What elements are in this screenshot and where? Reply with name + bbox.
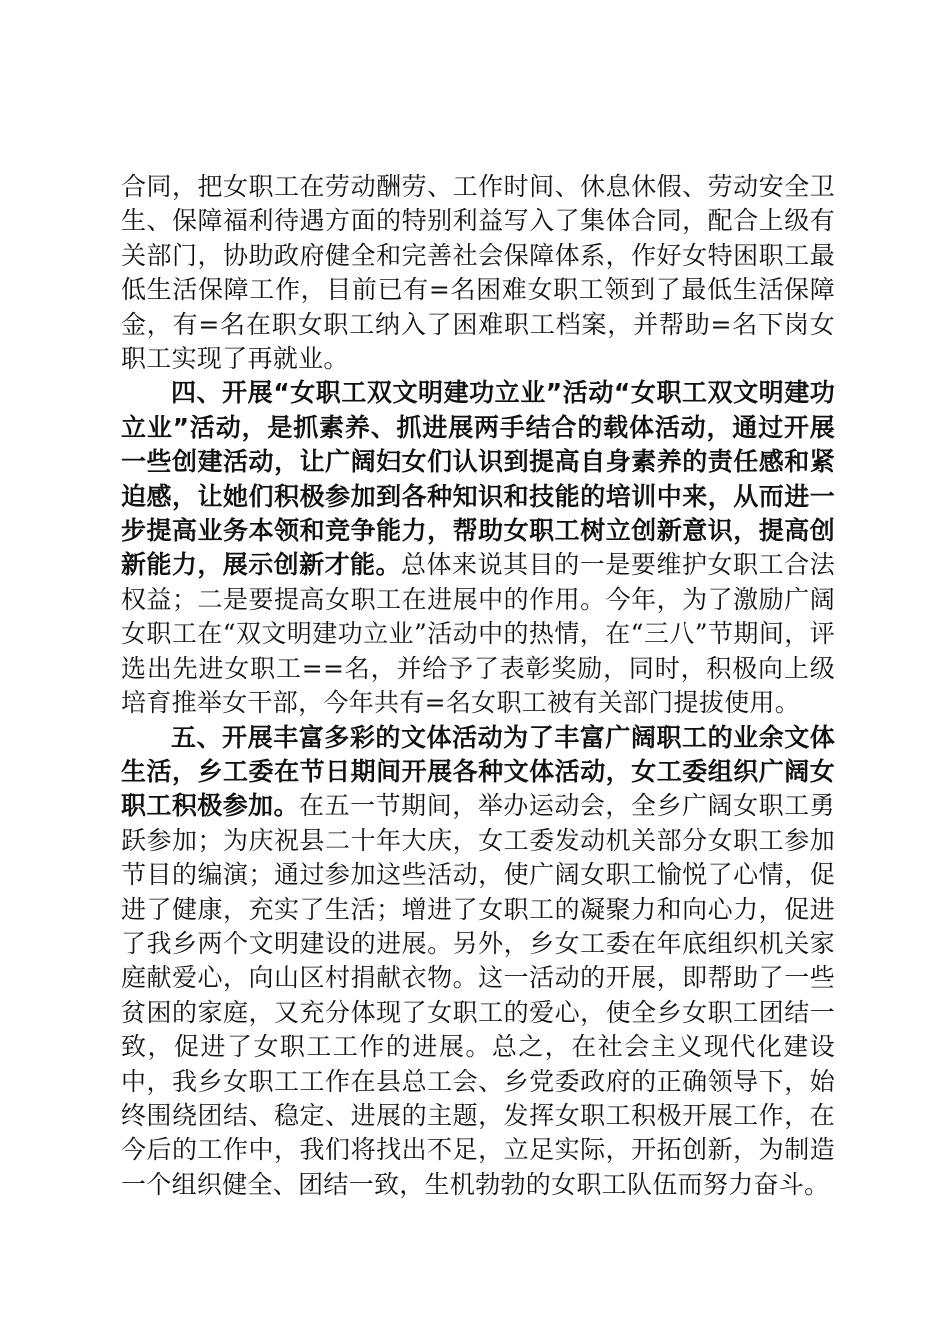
paragraph-section-five (121, 721, 835, 1203)
paragraph-text: 合同，把女职工在劳动酬劳、工作时间、休息休假、劳动安全卫生、保障福利待遇方面的特别利益写入了集体合同，配合上级有关部门，协助政府健全和完善社会保障体系，作好女特困职工最低生活保障工作，目前已有=名困难女职工领到了最低生活保障金，有=名在职女职工纳入了困难职工档案，并帮助=名下岗女职工实现了再就业。 (121, 172, 835, 374)
section-heading-five: 五、开展丰富多彩的文体活动为了丰富广阔职工的业余文体生活，乡工委在节日期间开展各种文体活动，女工委组织广阔女职工积极参加。 (121, 722, 835, 821)
paragraph-text: 总体来说其目的一是要维护女职工合法权益；二是要提高女职工在进展中的作用。今年，为了激励广阔女职工在“双文明建功立业”活动中的热情，在“三八”节期间，评选出先进女职工==名，并给予了表彰奖励，同时，积极向上级培育推举女干部，今年共有=名女职工被有关部门提拔使用。 (121, 550, 836, 718)
paragraph-continuation (121, 170, 835, 376)
section-heading-four: 四、开展“女职工双文明建功立业”活动“女职工双文明建功立业”活动，是抓素养、抓进展两手结合的载体活动，通过开展一些创建活动，让广阔妇女们认识到提高自身素养的责任感和紧迫感，让她们积极参加到各种知识和技能的培训中来，从而进一步提高业务本领和竞争能力，帮助女职工树立创新意识，提高创新能力，展示创新才能。 (121, 378, 835, 580)
paragraph-section-four (121, 376, 835, 720)
paragraph-text: 在五一节期间，举办运动会，全乡广阔女职工勇跃参加；为庆祝县二十年大庆，女工委发动机关部分女职工参加节目的编演；通过参加这些活动，使广阔女职工愉悦了心情，促进了健康，充实了生活；增进了女职工的凝聚力和向心力，促进了我乡两个文明建设的进展。另外，乡女工委在年底组织机关家庭献爱心，向山区村捐献衣物。这一活动的开展，即帮助了一些贫困的家庭，又充分体现了女职工的爱心，使全乡女职工团结一致，促进了女职工工作的进展。总之，在社会主义现代化建设中，我乡女职工工作在县总工会、乡党委政府的正确领导下，始终围绕团结、稳定、进展的主题，发挥女职工积极开展工作，在今后的工作中，我们将找出不足，立足实际，开拓创新，为制造一个组织健全、团结一致，生机勃勃的女职工队伍而努力奋斗。 (121, 791, 835, 1199)
document-body (121, 170, 835, 1202)
